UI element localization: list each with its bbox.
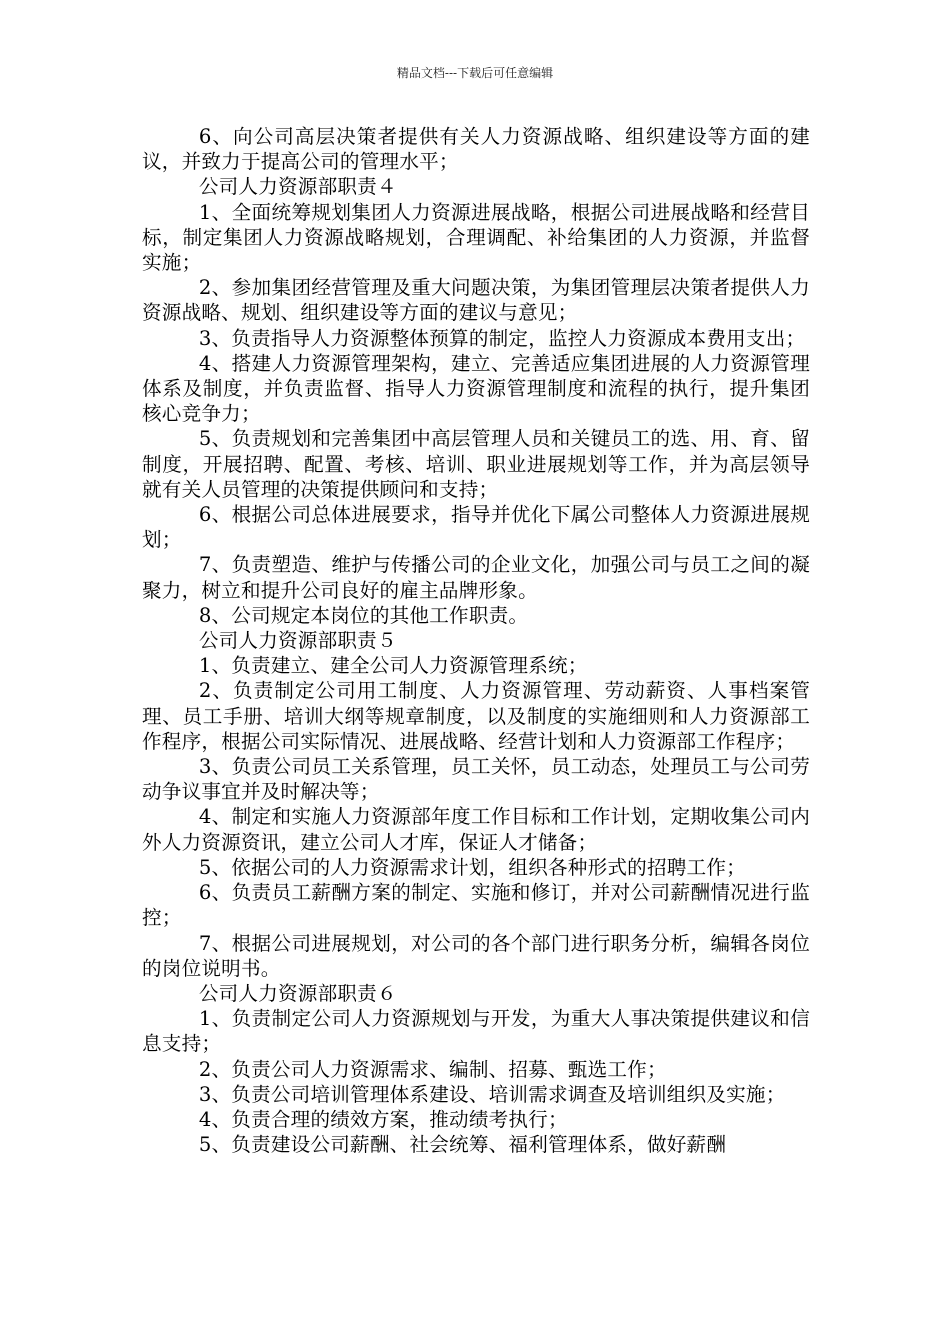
paragraph: 5、依据公司的人力资源需求计划，组织各种形式的招聘工作； bbox=[198, 855, 746, 879]
paragraph: 4、负责合理的绩效方案，推动绩考执行； bbox=[198, 1107, 568, 1131]
paragraph: 3、负责指导人力资源整体预算的制定，监控人力资源成本费用支出； bbox=[198, 326, 806, 350]
paragraph: 5、负责规划和完善集团中高层管理人员和关键员工的选、用、育、留制度，开展招聘、配置、考核、培训、职业进展规划等工作，并为高层领导就有关人员管理的决策提供顾问和支持； bbox=[142, 427, 810, 501]
paragraph: 1、全面统筹规划集团人力资源进展战略，根据公司进展战略和经营目标，制定集团人力资源战略规划，合理调配、补给集团的人力资源，并监督实施； bbox=[142, 200, 810, 275]
paragraph: 7、根据公司进展规划，对公司的各个部门进行职务分析，编辑各岗位的岗位说明书。 bbox=[142, 931, 810, 980]
section-heading: 公司人力资源部职责６ bbox=[198, 981, 397, 1005]
section-heading: 公司人力资源部职责５ bbox=[198, 629, 397, 653]
paragraph: 7、负责塑造、维护与传播公司的企业文化，加强公司与员工之间的凝聚力，树立和提升公司良好的雇主品牌形象。 bbox=[142, 553, 810, 602]
document-body bbox=[142, 124, 810, 1157]
paragraph: 6、负责员工薪酬方案的制定、实施和修订，并对公司薪酬情况进行监控； bbox=[142, 881, 810, 930]
paragraph: 2、负责制定公司用工制度、人力资源管理、劳动薪资、人事档案管理、员工手册、培训大纲等规章制度，以及制度的实施细则和人力资源部工作程序，根据公司实际情况、进展战略、经营计划和人力资源部工作程序； bbox=[142, 679, 810, 753]
paragraph: 2、负责公司人力资源需求、编制、招募、甄选工作； bbox=[198, 1057, 667, 1081]
paragraph: 3、负责公司培训管理体系建设、培训需求调查及培训组织及实施； bbox=[198, 1082, 786, 1106]
page-header: 精品文档---下载后可任意编辑 bbox=[396, 66, 554, 80]
paragraph: 6、向公司高层决策者提供有关人力资源战略、组织建设等方面的建议，并致力于提高公司的管理水平； bbox=[142, 125, 810, 174]
section-heading: 公司人力资源部职责４ bbox=[198, 175, 397, 199]
paragraph: 4、制定和实施人力资源部年度工作目标和工作计划，定期收集公司内外人力资源资讯，建立公司人才库，保证人才储备； bbox=[142, 805, 810, 854]
paragraph: 8、公司规定本岗位的其他工作职责。 bbox=[198, 603, 529, 627]
paragraph: 3、负责公司员工关系管理，员工关怀，员工动态，处理员工与公司劳动争议事宜并及时解决等； bbox=[142, 755, 810, 804]
paragraph: 1、负责制定公司人力资源规划与开发，为重大人事决策提供建议和信息支持； bbox=[142, 1007, 810, 1056]
paragraph: 5、负责建设公司薪酬、社会统筹、福利管理体系，做好薪酬 bbox=[198, 1133, 727, 1157]
paragraph: 1、负责建立、建全公司人力资源管理系统； bbox=[198, 654, 588, 678]
paragraph: 4、搭建人力资源管理架构，建立、完善适应集团进展的人力资源管理体系及制度，并负责监督、指导人力资源管理制度和流程的执行，提升集团核心竞争力； bbox=[142, 351, 810, 426]
paragraph: 6、根据公司总体进展要求，指导并优化下属公司整体人力资源进展规划； bbox=[142, 503, 810, 552]
paragraph: 2、参加集团经营管理及重大问题决策，为集团管理层决策者提供人力资源战略、规划、组织建设等方面的建议与意见； bbox=[142, 276, 810, 325]
